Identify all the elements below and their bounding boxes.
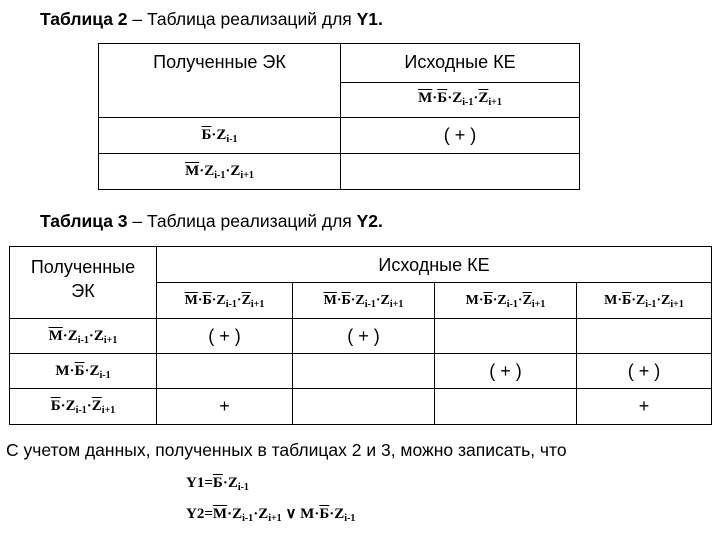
table3-col1: $М\cdot Б\cdot Z_{i-1}\cdot\overline{Z}_{i+1}$: [157, 283, 293, 319]
table3-row: [10, 319, 712, 354]
table3-header-left-line2: ЭК: [71, 281, 95, 301]
table3-row1-label: $М\cdot Z_{i-1}\cdot Z_{i+1}$: [10, 319, 157, 354]
table3-caption: [40, 211, 383, 232]
table3-row: [10, 354, 712, 389]
table3-row1-cell1: ( + ): [157, 319, 293, 354]
table3-row2-cell1: [157, 354, 293, 389]
table2-row1-label: $Б\cdot Z_{i-1}$: [99, 118, 341, 154]
table2-header-left: [99, 44, 341, 118]
table3-row3-cell4: +: [577, 389, 712, 425]
table2-subheader-expr: $М\cdot Б\cdot Z_{i-1}\cdot\overline{Z}_{i+1}$: [418, 90, 502, 108]
table3: [9, 246, 712, 425]
conclusion-text: С учетом данных, полученных в таблицах 2 и 3, можно записать, что: [6, 440, 567, 460]
table3-header-right-text: Исходные КЕ: [378, 254, 490, 275]
table3-row2-label: $М\cdot Б\cdot Z_{i-1}$: [10, 354, 157, 389]
result-y1: $Y1=Б\cdot Z_{i-1}$: [186, 475, 249, 493]
table3-caption-number: Таблица 3: [40, 211, 128, 231]
table2-row: [99, 118, 580, 154]
table3-row3-cell3: [435, 389, 577, 425]
table3-row1-cell4: [577, 319, 712, 354]
table2-caption-var: Y1.: [356, 9, 383, 29]
table2-row2-mark: [341, 154, 580, 190]
table3-caption-var: Y2.: [356, 211, 383, 231]
table3-row: [10, 389, 712, 425]
table3-header-left-line1: Полученные: [30, 257, 136, 277]
table2-caption: [40, 9, 383, 30]
table3-header-right: [157, 247, 712, 283]
table2-row1-mark: ( + ): [341, 118, 580, 154]
table2-caption-text: – Таблица реализаций для: [127, 9, 357, 29]
table3-row2-cell4: ( + ): [577, 354, 712, 389]
table2-header-right: [341, 44, 580, 118]
table2: [98, 43, 580, 190]
table3-row2-cell2: [293, 354, 435, 389]
table3-caption-text: – Таблица реализаций для: [127, 211, 357, 231]
table3-header-left: [10, 247, 157, 319]
table3-row3-label: $Б\cdot Z_{i-1}\cdot\overline{Z}_{i+1}$: [10, 389, 157, 425]
table3-row2-cell3: ( + ): [435, 354, 577, 389]
table2-subheader-formula: [341, 82, 579, 112]
table2-caption-number: Таблица 2: [40, 9, 128, 29]
table3-row3-cell2: [293, 389, 435, 425]
table3-col2: $М\cdot Б\cdot Z_{i-1}\cdot Z_{i+1}$: [293, 283, 435, 319]
table2-row: [99, 154, 580, 190]
table3-col4: $М\cdot Б\cdot Z_{i-1}\cdot Z_{i+1}$: [577, 283, 712, 319]
result-y2: $Y2=М\cdot Z_{i-1}\cdot Z_{i+1}$ ∨ $М\cdot Б\cdot Z_{i-1}$: [186, 506, 356, 524]
table2-header-left-text: Полученные ЭК: [153, 52, 286, 72]
table3-row1-cell2: ( + ): [293, 319, 435, 354]
table2-row2-label: $М\cdot Z_{i-1}\cdot Z_{i+1}$: [99, 154, 341, 190]
table3-row3-cell1: +: [157, 389, 293, 425]
table2-header-right-text: Исходные КЕ: [404, 52, 516, 72]
table3-col3: $М\cdot Б\cdot Z_{i-1}\cdot\overline{Z}_{i+1}$: [435, 283, 577, 319]
table3-row1-cell3: [435, 319, 577, 354]
